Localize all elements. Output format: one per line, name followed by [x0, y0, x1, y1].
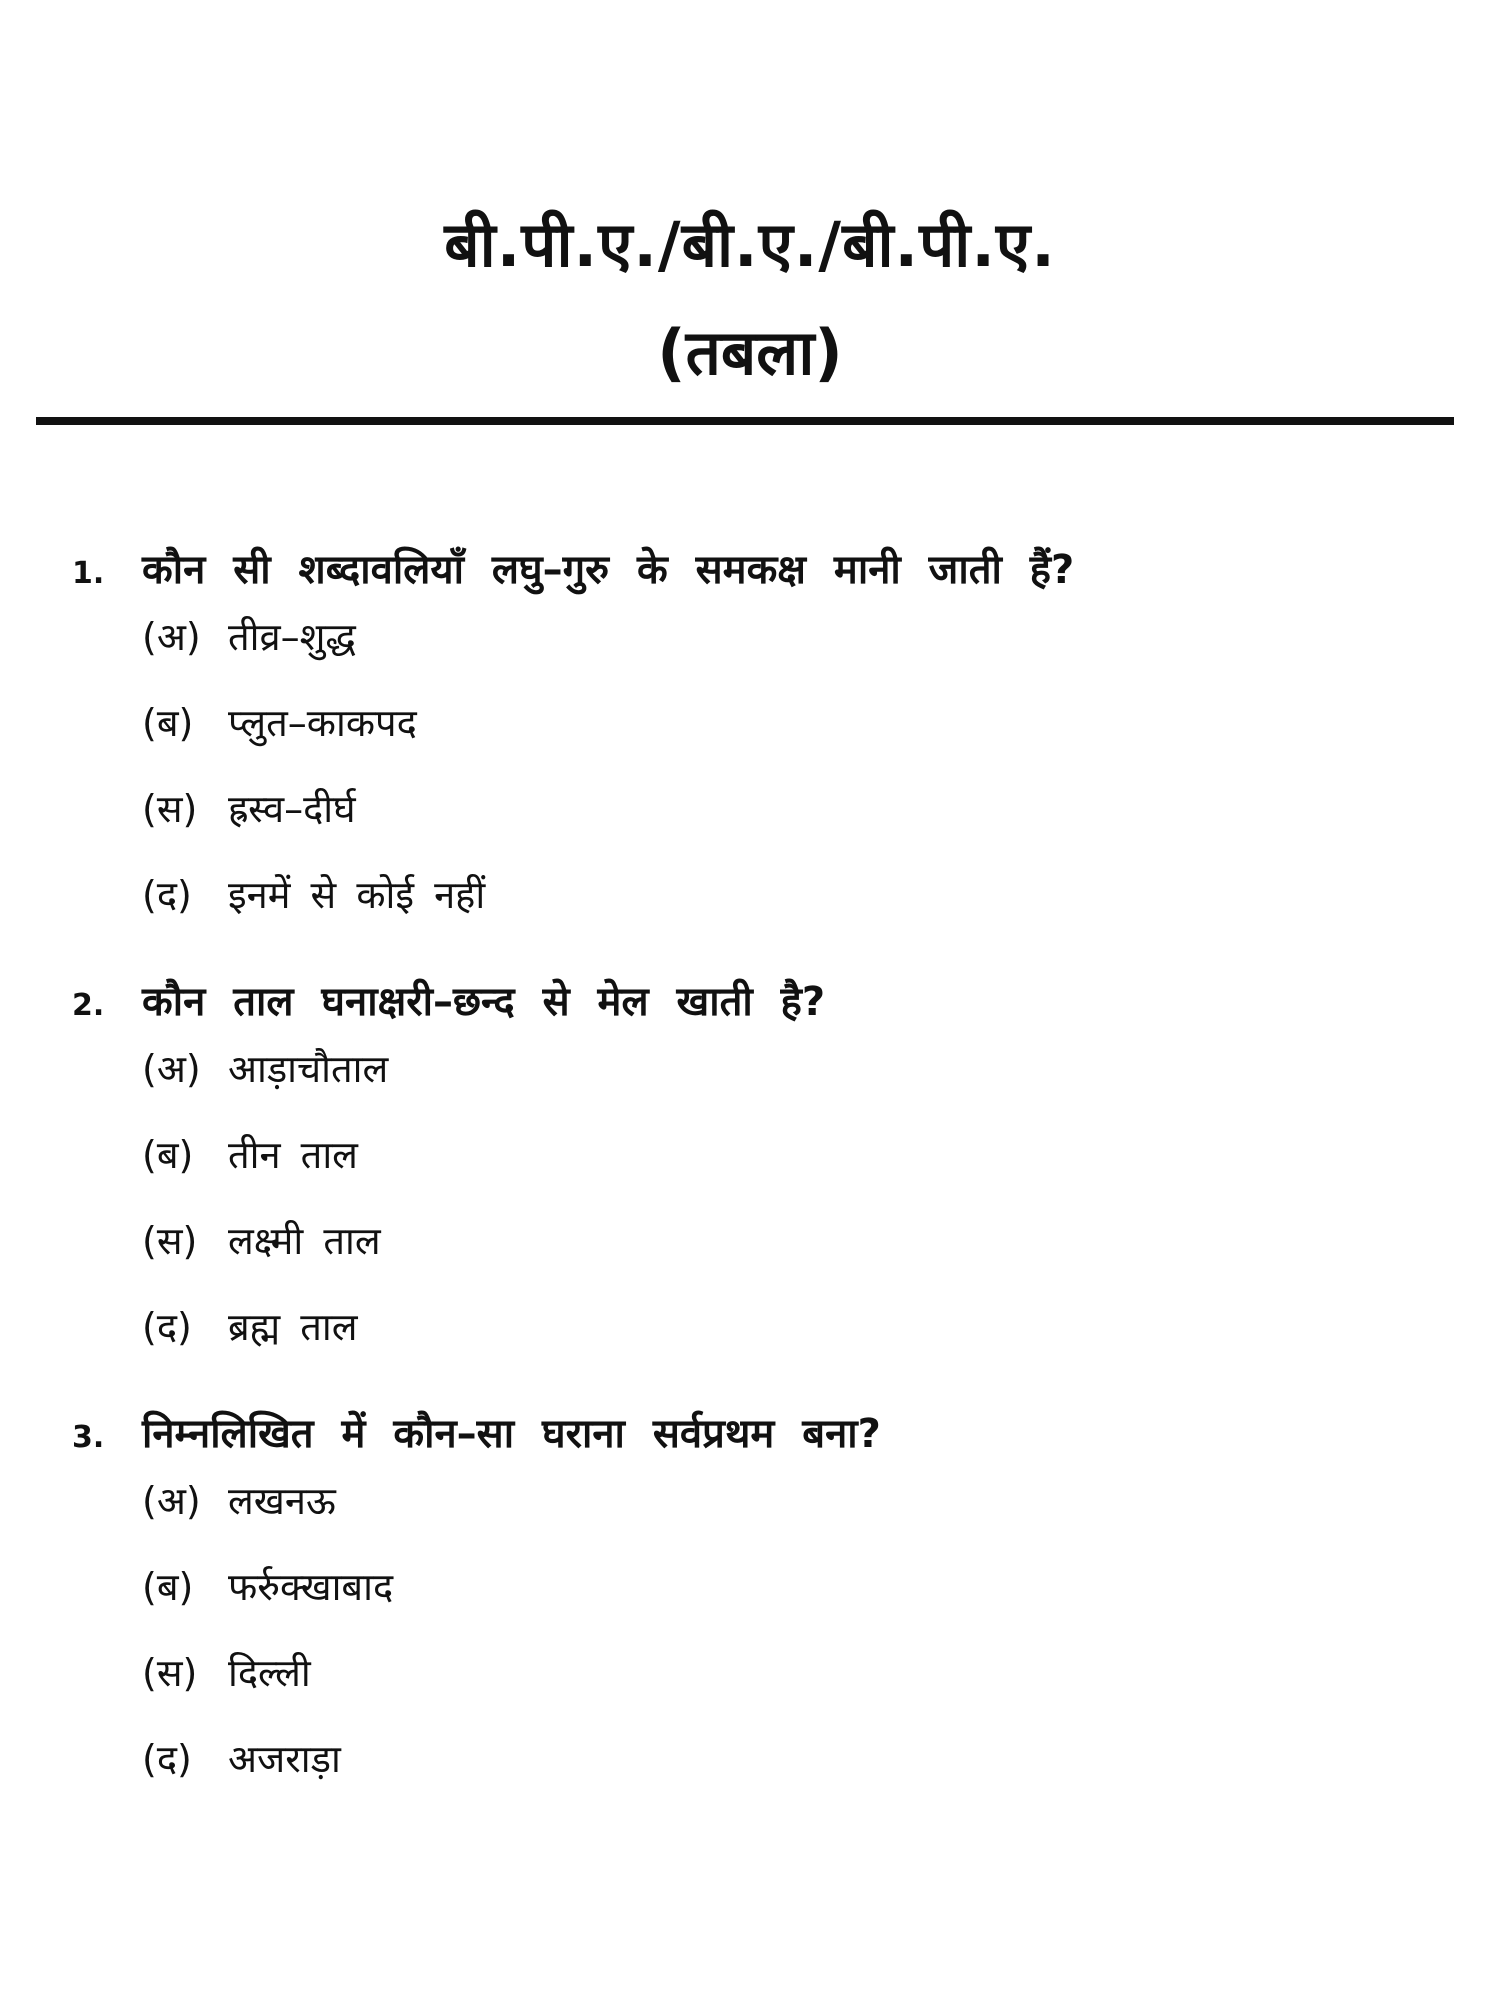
question-text: निम्नलिखित में कौन–सा घराना सर्वप्रथम बना?	[142, 1411, 881, 1457]
option-text: लक्ष्मी ताल	[228, 1219, 381, 1263]
option-b	[142, 1128, 1462, 1214]
option-label: (द)	[142, 1305, 192, 1349]
option-label: (स)	[142, 1651, 198, 1695]
option-label: (स)	[142, 1219, 198, 1263]
option-label: (अ)	[142, 1047, 201, 1091]
option-text: ह्रस्व–दीर्घ	[228, 787, 356, 831]
option-d	[142, 868, 1462, 954]
option-label: (स)	[142, 787, 198, 831]
option-text: इनमें से कोई नहीं	[228, 873, 486, 917]
question-1	[72, 540, 1462, 954]
option-a	[142, 1474, 1462, 1560]
question-3	[72, 1404, 1462, 1818]
option-text: ब्रह्म ताल	[228, 1305, 358, 1349]
option-a	[142, 610, 1462, 696]
option-b	[142, 696, 1462, 782]
option-text: तीन ताल	[228, 1133, 358, 1177]
option-d	[142, 1732, 1462, 1818]
question-2	[72, 972, 1462, 1386]
question-stem	[72, 1404, 1462, 1474]
option-label: (अ)	[142, 615, 201, 659]
option-text: लखनऊ	[228, 1479, 336, 1523]
option-text: अजराड़ा	[228, 1737, 341, 1781]
question-stem	[72, 540, 1462, 610]
option-label: (ब)	[142, 701, 194, 745]
question-stem	[72, 972, 1462, 1042]
option-list	[142, 610, 1462, 954]
header-divider	[36, 417, 1454, 425]
option-c	[142, 1214, 1462, 1300]
option-c	[142, 1646, 1462, 1732]
option-text: दिल्ली	[228, 1651, 311, 1695]
question-list	[72, 540, 1462, 1836]
page-title: बी.पी.ए./बी.ए./बी.पी.ए.	[444, 208, 1056, 281]
option-d	[142, 1300, 1462, 1386]
page-header	[0, 200, 1500, 398]
option-text: आड़ाचौताल	[228, 1047, 389, 1091]
option-label: (ब)	[142, 1565, 194, 1609]
option-list	[142, 1042, 1462, 1386]
option-label: (अ)	[142, 1479, 201, 1523]
option-label: (द)	[142, 1737, 192, 1781]
question-text: कौन सी शब्दावलियाँ लघु–गुरु के समकक्ष मानी जाती हैं?	[142, 547, 1075, 593]
option-text: प्लुत–काकपद	[228, 701, 417, 745]
option-b	[142, 1560, 1462, 1646]
option-a	[142, 1042, 1462, 1128]
page-subtitle: (तबला)	[657, 316, 843, 389]
option-text: फर्रुक्खाबाद	[228, 1565, 394, 1609]
option-label: (ब)	[142, 1133, 194, 1177]
question-number: 2.	[72, 988, 105, 1023]
question-text: कौन ताल घनाक्षरी–छन्द से मेल खाती है?	[142, 979, 826, 1025]
option-c	[142, 782, 1462, 868]
question-number: 1.	[72, 556, 105, 591]
question-number: 3.	[72, 1420, 105, 1455]
option-label: (द)	[142, 873, 192, 917]
option-text: तीव्र–शुद्ध	[228, 615, 356, 659]
option-list	[142, 1474, 1462, 1818]
